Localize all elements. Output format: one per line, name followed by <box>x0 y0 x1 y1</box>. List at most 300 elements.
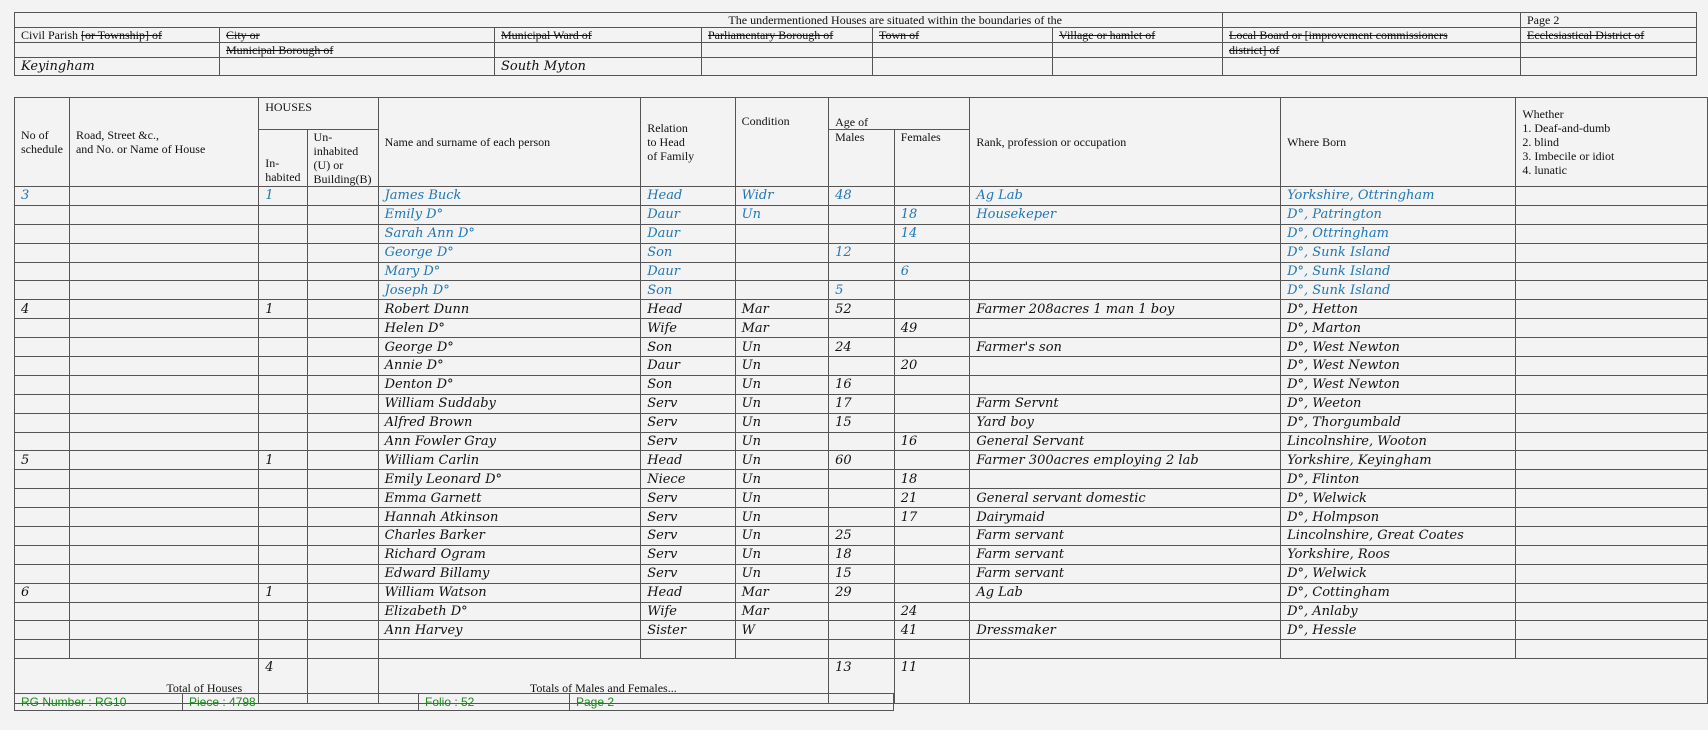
schedule-cell <box>15 375 70 394</box>
census-row <box>15 508 1708 527</box>
relation-cell: Serv <box>641 564 735 583</box>
schedule-cell <box>15 508 70 527</box>
relation-cell: Serv <box>641 489 735 508</box>
census-row <box>15 243 1708 262</box>
males-age: 29 <box>829 583 895 602</box>
schedule-cell <box>15 432 70 451</box>
civil-parish-value: Keyingham <box>15 58 220 76</box>
relation-cell: Daur <box>641 205 735 224</box>
females-age: 49 <box>894 319 970 338</box>
birthplace-cell: D°, Welwick <box>1281 489 1516 508</box>
females-age: 18 <box>894 470 970 489</box>
road-cell <box>69 319 258 338</box>
condition-cell: Mar <box>735 319 828 338</box>
col-males: Males <box>829 130 895 187</box>
condition-cell <box>735 640 828 659</box>
col-age: Age of <box>829 98 970 130</box>
inhabited-cell <box>259 432 307 451</box>
birthplace-cell: D°, Thorgumbald <box>1281 413 1516 432</box>
occupation-cell: Dairymaid <box>970 508 1281 527</box>
whether-cell <box>1516 262 1708 281</box>
person-name: George D° <box>378 338 641 357</box>
occupation-cell: Farmer's son <box>970 338 1281 357</box>
schedule-cell <box>15 338 70 357</box>
males-age: 16 <box>829 375 895 394</box>
uninhabited-cell <box>307 640 378 659</box>
occupation-cell: General servant domestic <box>970 489 1281 508</box>
females-age: 21 <box>894 489 970 508</box>
road-cell <box>69 281 258 300</box>
uninhabited-cell <box>307 205 378 224</box>
uninhabited-cell <box>307 489 378 508</box>
whether-cell <box>1516 564 1708 583</box>
uninhabited-cell <box>307 394 378 413</box>
piece-number: Piece : 4798 <box>183 694 419 710</box>
females-age <box>894 338 970 357</box>
label-city: City or <box>220 28 495 43</box>
females-age <box>894 564 970 583</box>
relation-cell: Head <box>641 451 735 470</box>
col-name: Name and surname of each person <box>378 98 641 187</box>
census-row <box>15 527 1708 546</box>
census-row <box>15 319 1708 338</box>
occupation-cell <box>970 602 1281 621</box>
census-row <box>15 602 1708 621</box>
males-age <box>829 489 895 508</box>
relation-cell <box>641 640 735 659</box>
col-whether: Whether 1. Deaf-and-dumb 2. blind 3. Imbecile or idiot 4. lunatic <box>1516 98 1708 187</box>
condition-cell: Un <box>735 413 828 432</box>
whether-cell <box>1516 640 1708 659</box>
birthplace-cell: D°, Patrington <box>1281 205 1516 224</box>
inhabited-cell <box>259 357 307 376</box>
relation-cell: Son <box>641 243 735 262</box>
whether-cell <box>1516 319 1708 338</box>
inhabited-cell <box>259 205 307 224</box>
schedule-cell <box>15 527 70 546</box>
total-females-value: 11 <box>894 659 970 704</box>
relation-cell: Wife <box>641 319 735 338</box>
whether-cell <box>1516 224 1708 243</box>
road-cell <box>69 508 258 527</box>
road-cell <box>69 640 258 659</box>
schedule-cell <box>15 394 70 413</box>
person-name: Emma Garnett <box>378 489 641 508</box>
males-age <box>829 470 895 489</box>
relation-cell: Serv <box>641 413 735 432</box>
females-age: 16 <box>894 432 970 451</box>
condition-cell <box>735 243 828 262</box>
condition-cell: Un <box>735 338 828 357</box>
person-name: Robert Dunn <box>378 300 641 319</box>
inhabited-cell <box>259 489 307 508</box>
condition-cell: Un <box>735 489 828 508</box>
inhabited-cell <box>259 338 307 357</box>
schedule-cell <box>15 545 70 564</box>
males-age <box>829 262 895 281</box>
females-age <box>894 187 970 206</box>
road-cell <box>69 224 258 243</box>
road-cell <box>69 621 258 640</box>
folio-number: Folio : 52 <box>419 694 570 710</box>
males-age <box>829 432 895 451</box>
person-name: Mary D° <box>378 262 641 281</box>
whether-cell <box>1516 602 1708 621</box>
birthplace-cell: D°, Holmpson <box>1281 508 1516 527</box>
road-cell <box>69 187 258 206</box>
birthplace-cell: D°, Anlaby <box>1281 602 1516 621</box>
relation-cell: Serv <box>641 394 735 413</box>
birthplace-cell: Lincolnshire, Great Coates <box>1281 527 1516 546</box>
inhabited-cell: 1 <box>259 583 307 602</box>
occupation-cell: Ag Lab <box>970 583 1281 602</box>
person-name: Joseph D° <box>378 281 641 300</box>
relation-cell: Son <box>641 338 735 357</box>
uninhabited-cell <box>307 338 378 357</box>
municipal-ward-value: South Myton <box>495 58 702 76</box>
males-age <box>829 640 895 659</box>
census-row <box>15 489 1708 508</box>
total-males-value: 13 <box>829 659 895 704</box>
condition-cell: Un <box>735 205 828 224</box>
person-name: Elizabeth D° <box>378 602 641 621</box>
condition-cell: Un <box>735 394 828 413</box>
occupation-cell <box>970 243 1281 262</box>
census-row <box>15 451 1708 470</box>
occupation-cell <box>970 319 1281 338</box>
census-row <box>15 640 1708 659</box>
schedule-cell <box>15 621 70 640</box>
birthplace-cell: D°, Sunk Island <box>1281 281 1516 300</box>
source-footer <box>14 693 894 711</box>
females-age: 6 <box>894 262 970 281</box>
occupation-cell: Farmer 208acres 1 man 1 boy <box>970 300 1281 319</box>
relation-cell: Head <box>641 583 735 602</box>
females-age: 17 <box>894 508 970 527</box>
col-relation: Relation to Head of Family <box>641 98 735 187</box>
inhabited-cell <box>259 243 307 262</box>
person-name: Sarah Ann D° <box>378 224 641 243</box>
whether-cell <box>1516 205 1708 224</box>
condition-cell: Mar <box>735 300 828 319</box>
person-name: Charles Barker <box>378 527 641 546</box>
road-cell <box>69 262 258 281</box>
relation-cell: Serv <box>641 432 735 451</box>
schedule-cell: 4 <box>15 300 70 319</box>
males-age: 5 <box>829 281 895 300</box>
condition-cell: Un <box>735 564 828 583</box>
whether-cell <box>1516 489 1708 508</box>
relation-cell: Daur <box>641 357 735 376</box>
col-condition: Condition <box>735 98 828 187</box>
uninhabited-cell <box>307 300 378 319</box>
road-cell <box>69 357 258 376</box>
road-cell <box>69 602 258 621</box>
birthplace-cell: D°, West Newton <box>1281 357 1516 376</box>
village-value <box>1053 58 1223 76</box>
col-inhabited: In- habited <box>259 130 307 187</box>
condition-cell: Un <box>735 375 828 394</box>
uninhabited-cell <box>307 187 378 206</box>
schedule-cell <box>15 262 70 281</box>
birthplace-cell: Yorkshire, Keyingham <box>1281 451 1516 470</box>
schedule-cell <box>15 640 70 659</box>
census-row <box>15 413 1708 432</box>
person-name: William Watson <box>378 583 641 602</box>
females-age <box>894 281 970 300</box>
occupation-cell: Ag Lab <box>970 187 1281 206</box>
birthplace-cell: D°, Hetton <box>1281 300 1516 319</box>
total-houses-value: 4 <box>259 659 307 704</box>
person-name: Emily D° <box>378 205 641 224</box>
uninhabited-cell <box>307 583 378 602</box>
females-age <box>894 451 970 470</box>
road-cell <box>69 583 258 602</box>
condition-cell <box>735 281 828 300</box>
totals-persons-label: Totals of Males and Females... <box>378 659 829 704</box>
census-row <box>15 545 1708 564</box>
boundaries-table <box>14 12 1697 76</box>
relation-cell: Wife <box>641 602 735 621</box>
uninhabited-cell <box>307 545 378 564</box>
person-name: Edward Billamy <box>378 564 641 583</box>
schedule-cell <box>15 564 70 583</box>
occupation-cell <box>970 281 1281 300</box>
relation-cell: Serv <box>641 527 735 546</box>
parliamentary-borough-value <box>702 58 873 76</box>
road-cell <box>69 205 258 224</box>
inhabited-cell <box>259 621 307 640</box>
label-municipal-ward: Municipal Ward of <box>495 28 702 43</box>
uninhabited-cell <box>307 262 378 281</box>
col-where-born: Where Born <box>1281 98 1516 187</box>
census-row <box>15 564 1708 583</box>
males-age: 25 <box>829 527 895 546</box>
birthplace-cell: Lincolnshire, Wooton <box>1281 432 1516 451</box>
schedule-cell <box>15 243 70 262</box>
birthplace-cell: D°, West Newton <box>1281 338 1516 357</box>
whether-cell <box>1516 375 1708 394</box>
males-age: 48 <box>829 187 895 206</box>
whether-cell <box>1516 300 1708 319</box>
condition-cell: Un <box>735 357 828 376</box>
occupation-cell <box>970 640 1281 659</box>
road-cell <box>69 545 258 564</box>
col-schedule: No of schedule <box>15 98 70 187</box>
uninhabited-cell <box>307 564 378 583</box>
person-name <box>378 640 641 659</box>
inhabited-cell <box>259 375 307 394</box>
census-row <box>15 281 1708 300</box>
road-cell <box>69 413 258 432</box>
inhabited-cell <box>259 319 307 338</box>
relation-cell: Daur <box>641 224 735 243</box>
uninhabited-cell <box>307 451 378 470</box>
females-age <box>894 243 970 262</box>
condition-cell: Un <box>735 451 828 470</box>
occupation-cell: Farm servant <box>970 527 1281 546</box>
whether-cell <box>1516 338 1708 357</box>
condition-cell: Un <box>735 545 828 564</box>
rg-number: RG Number : RG10 <box>15 694 183 710</box>
ecclesiastical-district-value <box>1521 58 1697 76</box>
occupation-cell: Farm servant <box>970 564 1281 583</box>
person-name: George D° <box>378 243 641 262</box>
males-age <box>829 205 895 224</box>
label-local-board-district: district] of <box>1223 43 1521 58</box>
occupation-cell: Yard boy <box>970 413 1281 432</box>
schedule-cell: 3 <box>15 187 70 206</box>
person-name: Emily Leonard D° <box>378 470 641 489</box>
person-name: James Buck <box>378 187 641 206</box>
condition-cell: Un <box>735 527 828 546</box>
whether-cell <box>1516 394 1708 413</box>
inhabited-cell <box>259 413 307 432</box>
person-name: Denton D° <box>378 375 641 394</box>
inhabited-cell <box>259 262 307 281</box>
females-age <box>894 394 970 413</box>
birthplace-cell: Yorkshire, Ottringham <box>1281 187 1516 206</box>
uninhabited-cell <box>307 413 378 432</box>
condition-cell: Un <box>735 432 828 451</box>
relation-cell: Head <box>641 187 735 206</box>
relation-cell: Serv <box>641 508 735 527</box>
census-row <box>15 432 1708 451</box>
census-row <box>15 205 1708 224</box>
whether-cell <box>1516 621 1708 640</box>
whether-cell <box>1516 470 1708 489</box>
birthplace-cell: D°, Ottringham <box>1281 224 1516 243</box>
col-occupation: Rank, profession or occupation <box>970 98 1281 187</box>
person-name: Richard Ogram <box>378 545 641 564</box>
census-rows <box>15 187 1708 659</box>
total-houses-label: Total of Houses <box>15 659 259 704</box>
males-age: 15 <box>829 564 895 583</box>
birthplace-cell: D°, Welwick <box>1281 564 1516 583</box>
whether-cell <box>1516 357 1708 376</box>
page-number: Page 2 <box>1521 13 1697 28</box>
uninhabited-cell <box>307 602 378 621</box>
boundary-heading: The undermentioned Houses are situated within the boundaries of the <box>15 13 1223 28</box>
label-parliamentary-borough: Parliamentary Borough of <box>702 28 873 43</box>
birthplace-cell: D°, Marton <box>1281 319 1516 338</box>
inhabited-cell: 1 <box>259 451 307 470</box>
whether-cell <box>1516 508 1708 527</box>
col-uninhabited: Un- inhabited (U) or Building(B) <box>307 130 378 187</box>
label-municipal-borough: Municipal Borough of <box>220 43 495 58</box>
inhabited-cell <box>259 545 307 564</box>
census-row <box>15 621 1708 640</box>
inhabited-cell: 1 <box>259 300 307 319</box>
occupation-cell <box>970 470 1281 489</box>
census-row <box>15 375 1708 394</box>
road-cell <box>69 564 258 583</box>
census-row <box>15 187 1708 206</box>
label-civil-parish: Civil Parish [or Township] of <box>15 28 220 43</box>
inhabited-cell: 1 <box>259 187 307 206</box>
census-row <box>15 300 1708 319</box>
birthplace-cell: D°, Flinton <box>1281 470 1516 489</box>
schedule-cell: 5 <box>15 451 70 470</box>
females-age <box>894 527 970 546</box>
col-road: Road, Street &c., and No. or Name of House <box>69 98 258 187</box>
person-name: Hannah Atkinson <box>378 508 641 527</box>
uninhabited-cell <box>307 224 378 243</box>
census-row <box>15 224 1708 243</box>
road-cell <box>69 470 258 489</box>
label-ecclesiastical-district: Ecclesiastical District of <box>1521 28 1697 43</box>
whether-cell <box>1516 432 1708 451</box>
inhabited-cell <box>259 564 307 583</box>
road-cell <box>69 243 258 262</box>
males-age: 24 <box>829 338 895 357</box>
road-cell <box>69 338 258 357</box>
males-age <box>829 508 895 527</box>
person-name: Helen D° <box>378 319 641 338</box>
females-age <box>894 640 970 659</box>
road-cell <box>69 451 258 470</box>
census-row <box>15 262 1708 281</box>
uninhabited-cell <box>307 508 378 527</box>
uninhabited-cell <box>307 319 378 338</box>
uninhabited-cell <box>307 357 378 376</box>
schedule-cell <box>15 319 70 338</box>
inhabited-cell <box>259 224 307 243</box>
males-age <box>829 621 895 640</box>
inhabited-cell <box>259 527 307 546</box>
schedule-cell <box>15 205 70 224</box>
birthplace-cell: D°, Cottingham <box>1281 583 1516 602</box>
road-cell <box>69 375 258 394</box>
census-row <box>15 470 1708 489</box>
birthplace-cell: D°, West Newton <box>1281 375 1516 394</box>
road-cell <box>69 300 258 319</box>
females-age: 24 <box>894 602 970 621</box>
whether-cell <box>1516 583 1708 602</box>
road-cell <box>69 489 258 508</box>
occupation-cell: Housekeper <box>970 205 1281 224</box>
condition-cell <box>735 262 828 281</box>
census-row <box>15 394 1708 413</box>
schedule-cell <box>15 224 70 243</box>
census-table <box>14 97 1708 704</box>
relation-cell: Son <box>641 281 735 300</box>
schedule-cell <box>15 489 70 508</box>
birthplace-cell: D°, Sunk Island <box>1281 262 1516 281</box>
road-cell <box>69 527 258 546</box>
males-age: 17 <box>829 394 895 413</box>
females-age <box>894 545 970 564</box>
person-name: William Carlin <box>378 451 641 470</box>
condition-cell: W <box>735 621 828 640</box>
road-cell <box>69 432 258 451</box>
condition-cell: Un <box>735 470 828 489</box>
condition-cell: Mar <box>735 602 828 621</box>
females-age: 14 <box>894 224 970 243</box>
occupation-cell <box>970 224 1281 243</box>
males-age <box>829 319 895 338</box>
col-houses: HOUSES <box>259 98 378 130</box>
males-age: 60 <box>829 451 895 470</box>
relation-cell: Sister <box>641 621 735 640</box>
uninhabited-cell <box>307 527 378 546</box>
males-age <box>829 357 895 376</box>
females-age <box>894 300 970 319</box>
town-value <box>873 58 1053 76</box>
females-age <box>894 583 970 602</box>
inhabited-cell <box>259 508 307 527</box>
males-age: 15 <box>829 413 895 432</box>
